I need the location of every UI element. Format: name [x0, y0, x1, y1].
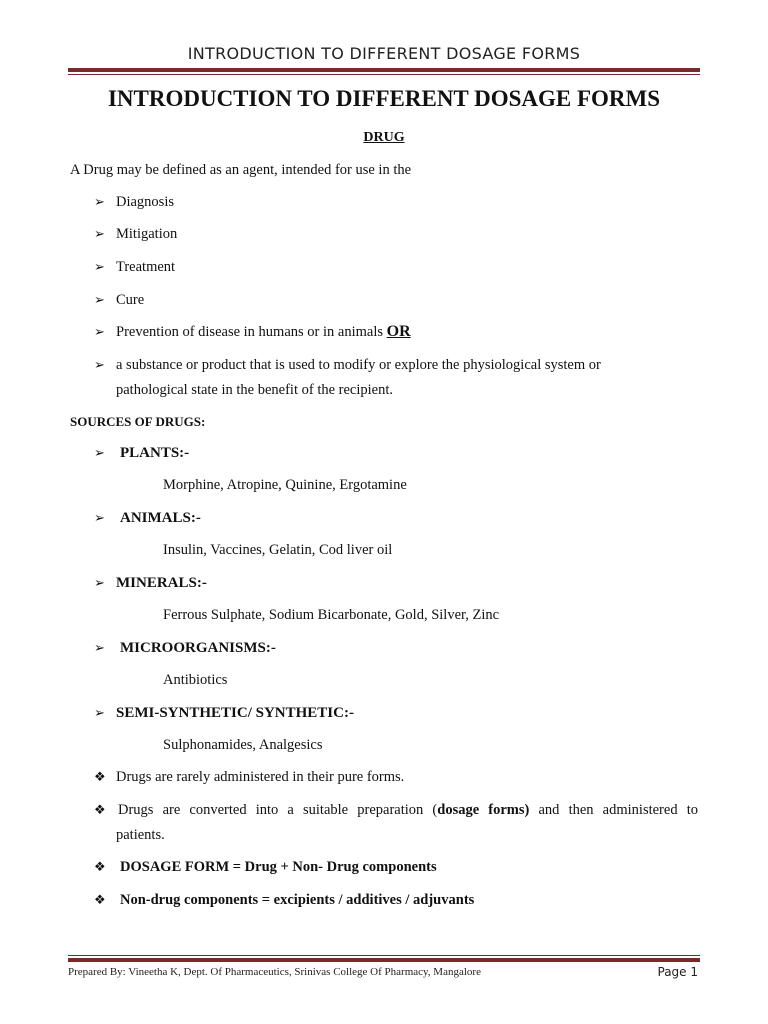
arrow-bullet-icon: ➢: [94, 640, 105, 655]
arrow-bullet-icon: ➢: [94, 324, 105, 339]
use-item-text: Prevention of disease in humans or in animals: [116, 324, 387, 340]
arrow-bullet-icon: ➢: [94, 705, 105, 720]
source-examples: Morphine, Atropine, Quinine, Ergotamine: [163, 477, 407, 493]
source-label: ANIMALS:-: [120, 510, 201, 526]
arrow-bullet-icon: ➢: [94, 292, 105, 307]
source-label: SEMI-SYNTHETIC/ SYNTHETIC:-: [116, 705, 354, 721]
diamond-bullet-icon: ❖: [94, 802, 106, 817]
use-item: [116, 322, 411, 342]
diamond-bullet-icon: ❖: [94, 892, 106, 907]
note-item-line: patients.: [116, 827, 165, 843]
arrow-bullet-icon: ➢: [94, 445, 105, 460]
footer-credit: Prepared By: Vineetha K, Dept. Of Pharmaceutics, Srinivas College Of Pharmacy, Mangalore: [68, 966, 481, 978]
diamond-bullet-icon: ❖: [94, 859, 106, 874]
use-item-line: a substance or product that is used to modify or explore the physiological system or: [116, 357, 601, 373]
note-text: and then administered to: [529, 802, 698, 818]
arrow-bullet-icon: ➢: [94, 194, 105, 209]
note-item: Non-drug components = excipients / additives / adjuvants: [120, 892, 475, 908]
source-examples: Sulphonamides, Analgesics: [163, 737, 323, 753]
use-item: Diagnosis: [116, 194, 174, 210]
note-item: DOSAGE FORM = Drug + Non- Drug components: [120, 859, 437, 875]
drug-definition: A Drug may be defined as an agent, intended for use in the: [70, 162, 412, 178]
header-rule-thin: [68, 74, 700, 75]
note-text: Drugs are converted into a suitable preparation (: [118, 802, 438, 818]
use-item: Cure: [116, 292, 145, 308]
arrow-bullet-icon: ➢: [94, 575, 105, 590]
arrow-bullet-icon: ➢: [94, 510, 105, 525]
page-number: Page 1: [657, 965, 698, 979]
use-item: Treatment: [116, 259, 176, 275]
source-label: MINERALS:-: [116, 575, 207, 591]
source-label: PLANTS:-: [120, 445, 190, 461]
note-item: [118, 800, 698, 820]
use-item-line: pathological state in the benefit of the recipient.: [116, 382, 394, 398]
arrow-bullet-icon: ➢: [94, 259, 105, 274]
use-item: Mitigation: [116, 226, 178, 242]
arrow-bullet-icon: ➢: [94, 226, 105, 241]
source-examples: Antibiotics: [163, 672, 228, 688]
section-title-drug: DRUG: [363, 130, 405, 145]
or-emphasis: OR: [386, 323, 411, 340]
arrow-bullet-icon: ➢: [94, 357, 105, 372]
diamond-bullet-icon: ❖: [94, 769, 106, 784]
header-rule-thick: [68, 68, 700, 72]
footer-rule-thick: [68, 958, 700, 962]
source-label: MICROORGANISMS:-: [120, 640, 276, 656]
page-title: INTRODUCTION TO DIFFERENT DOSAGE FORMS: [107, 86, 661, 111]
source-examples: Insulin, Vaccines, Gelatin, Cod liver oil: [163, 542, 393, 558]
source-examples: Ferrous Sulphate, Sodium Bicarbonate, Gold, Silver, Zinc: [163, 607, 500, 623]
note-emphasis: dosage forms): [437, 802, 530, 818]
note-item: Drugs are rarely administered in their pure forms.: [116, 769, 405, 785]
running-header: INTRODUCTION TO DIFFERENT DOSAGE FORMS: [187, 44, 581, 63]
footer-rule-thin: [68, 955, 700, 956]
sources-heading: SOURCES OF DRUGS:: [70, 414, 206, 429]
